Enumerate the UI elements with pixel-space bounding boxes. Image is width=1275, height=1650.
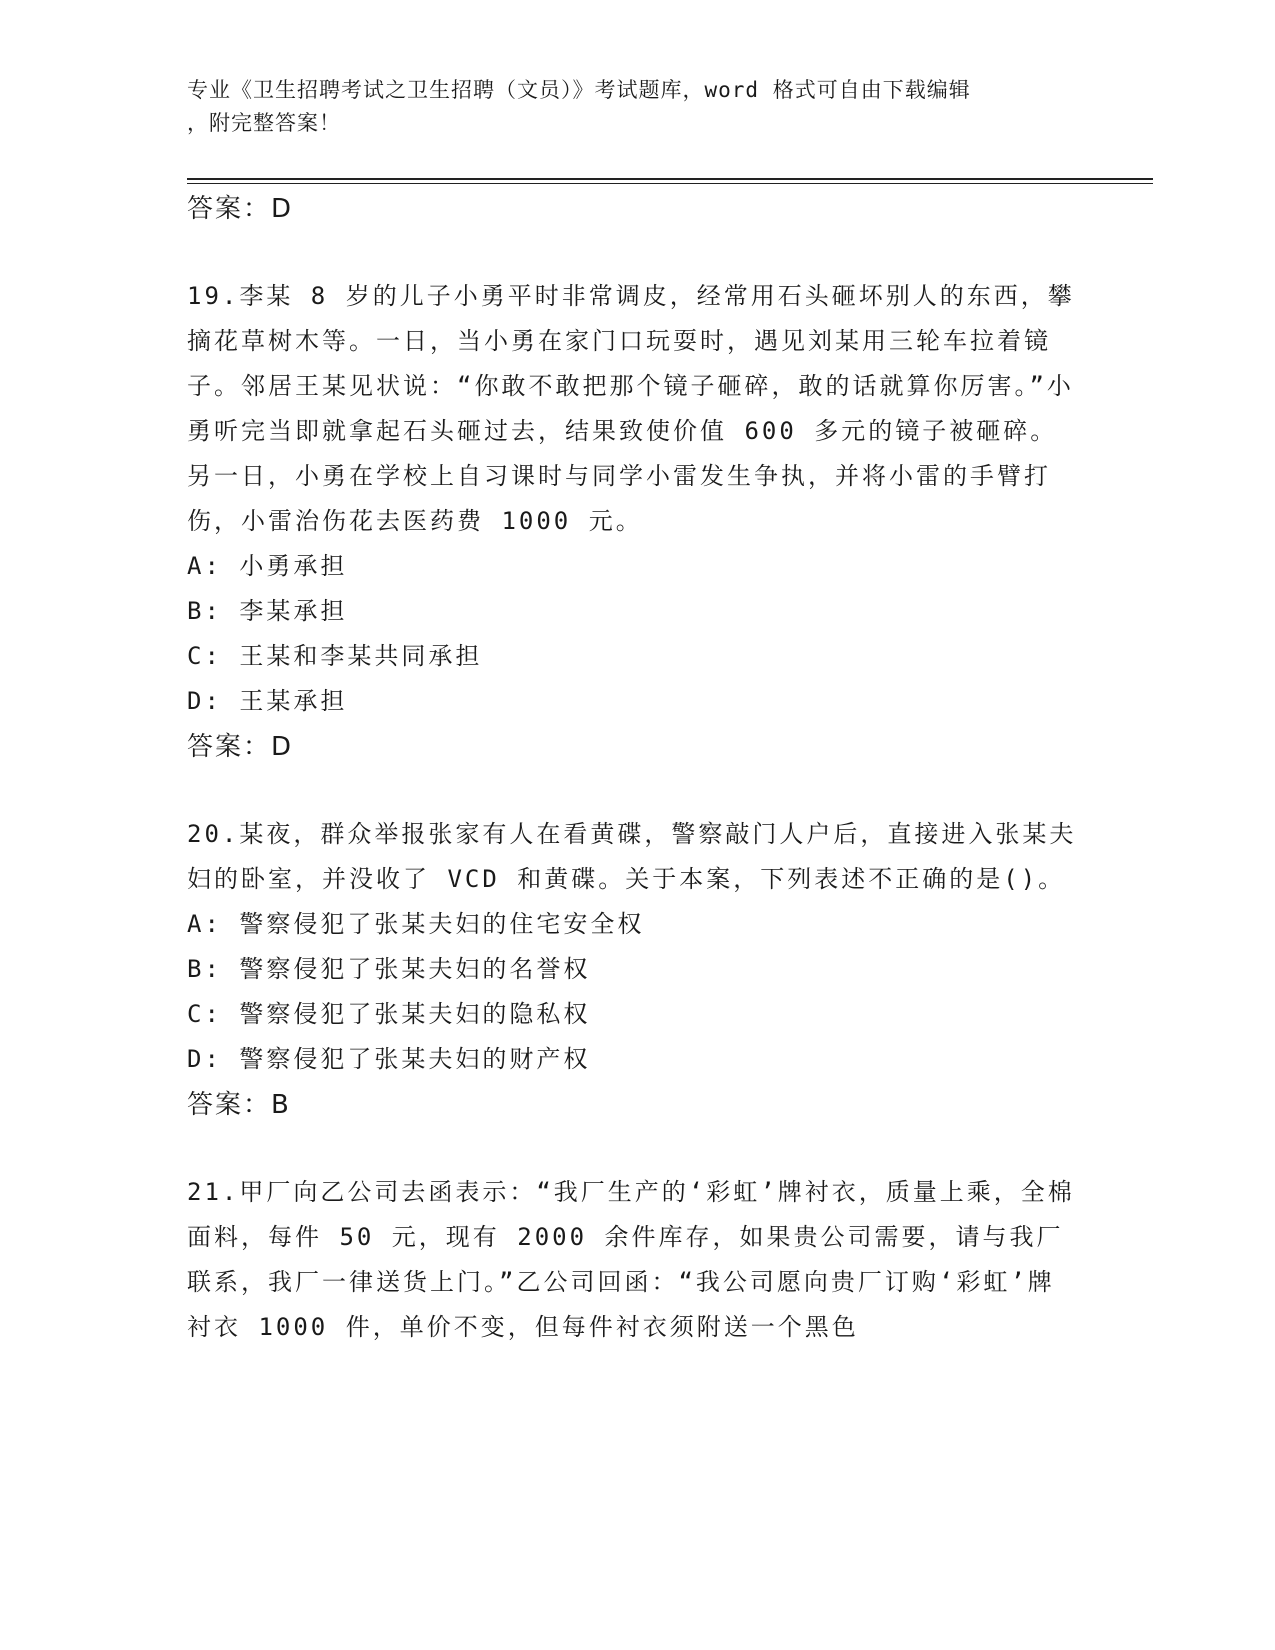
option-a: A: 小勇承担 — [187, 552, 348, 580]
header-line-1: 专业《卫生招聘考试之卫生招聘（文员）》考试题库，word 格式可自由下载编辑 — [187, 78, 971, 102]
document-header — [187, 74, 1067, 140]
header-divider-thick — [187, 178, 1153, 180]
option-a: A: 警察侵犯了张某夫妇的住宅安全权 — [187, 910, 645, 938]
option-b: B: 李某承担 — [187, 597, 348, 625]
question-list — [187, 186, 1077, 1350]
answer-label: 答案：B — [187, 1090, 291, 1120]
option-d: D: 警察侵犯了张某夫妇的财产权 — [187, 1045, 591, 1073]
header-line-2: ，附完整答案！ — [187, 111, 341, 135]
question-21 — [187, 1170, 1077, 1350]
answer-label: 答案：D — [187, 194, 294, 224]
header-divider-thin — [187, 183, 1153, 184]
option-d: D: 王某承担 — [187, 687, 348, 715]
answer-label: 答案：D — [187, 732, 294, 762]
question-stem: 19.李某 8 岁的儿子小勇平时非常调皮，经常用石头砸坏别人的东西，攀摘花草树木等。一日，当小勇在家门口玩耍时，遇见刘某用三轮车拉着镜子。邻居王某见状说：“你敢不敢把那个镜子砸碎，敢的话就算你厉害。”小勇听完当即就拿起石头砸过去，结果致使价值 600 多元的镜子被砸碎。另一日，小勇在学校上自习课时与同学小雷发生争执，并将小雷的手臂打伤，小雷治伤花去医药费 1000 元。 — [187, 282, 1075, 535]
question-stem: 21.甲厂向乙公司去函表示：“我厂生产的‘彩虹’牌衬衣，质量上乘，全棉面料，每件 50 元，现有 2000 余件库存，如果贵公司需要，请与我厂联系，我厂一律送货上门。”乙公司回函：“我公司愿向贵厂订购‘彩虹’牌衬衣 1000 件，单价不变，但每件衬衣须附送一个黑色 — [187, 1178, 1075, 1341]
question-stem: 20.某夜，群众举报张家有人在看黄碟，警察敲门人户后，直接进入张某夫妇的卧室，并没收了 VCD 和黄碟。关于本案，下列表述不正确的是()。 — [187, 820, 1077, 893]
question-19 — [187, 274, 1077, 770]
option-c: C: 警察侵犯了张某夫妇的隐私权 — [187, 1000, 591, 1028]
option-c: C: 王某和李某共同承担 — [187, 642, 483, 670]
option-b: B: 警察侵犯了张某夫妇的名誉权 — [187, 955, 591, 983]
question-20 — [187, 812, 1077, 1128]
